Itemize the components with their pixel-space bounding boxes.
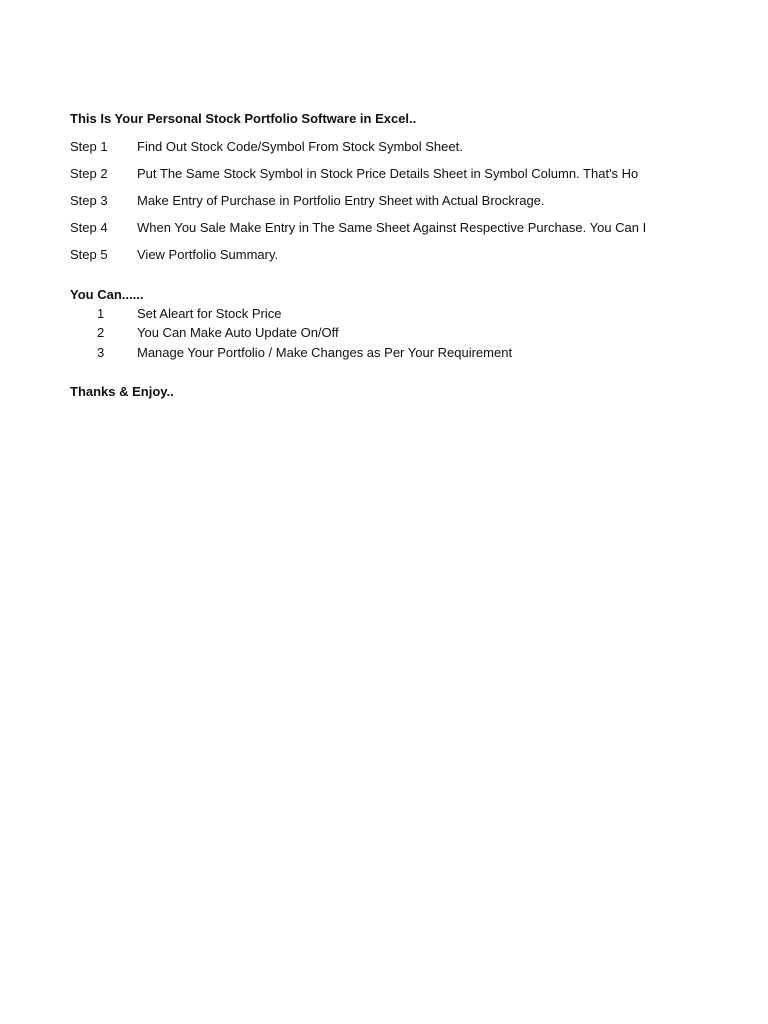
step-row-3 [70, 193, 545, 209]
step-label: Step 2 [70, 166, 108, 181]
list-item [70, 325, 339, 341]
step-text: Find Out Stock Code/Symbol From Stock Symbol Sheet. [137, 139, 463, 154]
step-row-1 [70, 139, 463, 155]
you-can-heading: You Can...... [70, 287, 144, 302]
list-number: 3 [97, 345, 105, 360]
document-title: This Is Your Personal Stock Portfolio Software in Excel.. [70, 111, 417, 126]
step-row-2 [70, 166, 638, 182]
step-row-5 [70, 247, 278, 263]
list-number: 1 [97, 306, 105, 321]
step-text: Make Entry of Purchase in Portfolio Entry Sheet with Actual Brockrage. [137, 193, 545, 208]
list-text: You Can Make Auto Update On/Off [137, 325, 339, 340]
step-row-4 [70, 220, 646, 236]
step-label: Step 4 [70, 220, 108, 235]
step-text: View Portfolio Summary. [137, 247, 279, 262]
closing-text: Thanks & Enjoy.. [70, 384, 174, 399]
list-number: 2 [97, 325, 105, 340]
document-page [70, 0, 658, 1024]
list-text: Manage Your Portfolio / Make Changes as Per Your Requirement [137, 345, 513, 360]
step-label: Step 3 [70, 193, 108, 208]
step-label: Step 5 [70, 247, 108, 262]
step-label: Step 1 [70, 139, 108, 154]
list-item [70, 345, 512, 361]
list-text: Set Aleart for Stock Price [137, 306, 282, 321]
list-item [70, 306, 282, 322]
step-text: Put The Same Stock Symbol in Stock Price Details Sheet in Symbol Column. That's Ho [137, 166, 639, 181]
step-text: When You Sale Make Entry in The Same Sheet Against Respective Purchase. You Can I [137, 220, 647, 235]
